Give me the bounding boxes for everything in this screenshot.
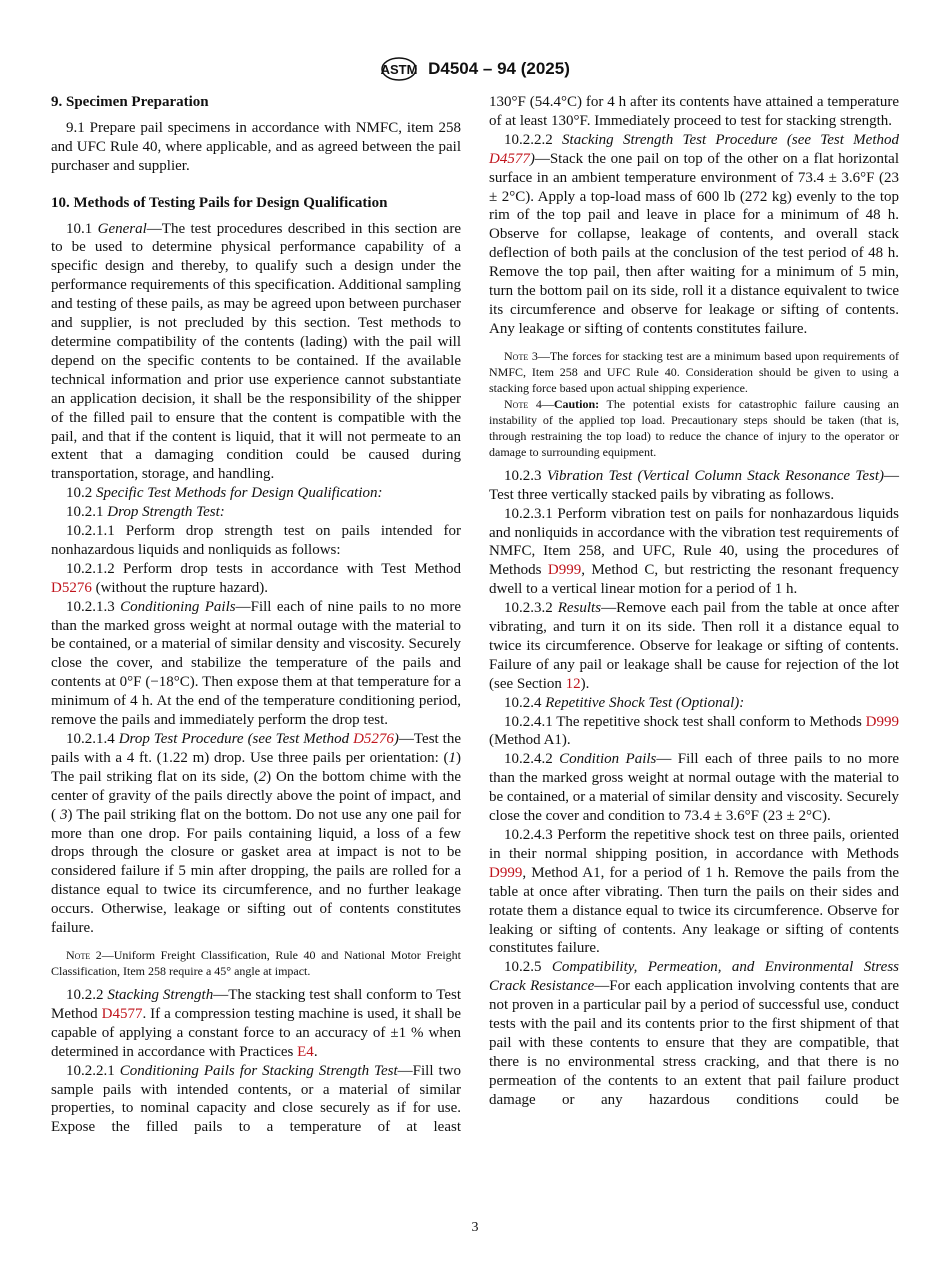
text-run: Condition Pails bbox=[559, 751, 657, 768]
paragraph bbox=[51, 560, 461, 598]
text-run: —Fill two sample pails with intended contents, or a material of similar properties, to nominal capacity and close securely as if for use. Expose the filled pails to a temperature of at least bbox=[51, 1062, 461, 1136]
text-run: —For each application involving contents that are not proven in a particular pail by a period of successful use, conduct tests with the pail and its contents prior to the first shipment of that pail with these contents to ensure that they are compatible, that there is no environmental stress cracking, and that there is no permeation of the contents to an extent that pail failure product damage or any hazardous conditions could be bbox=[489, 978, 899, 1108]
text-run: 130°F (54.4°C) for 4 h after its contents have attained a temperature of at least 130°F. Immediately proceed to test for stacking strength. bbox=[489, 94, 899, 129]
text-run: 10.2.4.2 bbox=[504, 751, 560, 768]
document-designation: D4504 – 94 (2025) bbox=[428, 59, 570, 78]
text-run: . If a compression testing machine is used, it shall be capable of applying a constant force to an accuracy of ±1 % when determined in accordance with Practices bbox=[51, 1005, 461, 1060]
text-run: 10.2.3.2 bbox=[504, 600, 558, 617]
reference-link[interactable]: D999 bbox=[547, 562, 582, 579]
reference-link[interactable]: D4577 bbox=[489, 150, 530, 167]
page-header bbox=[0, 56, 950, 82]
text-run: Results bbox=[557, 600, 602, 617]
note bbox=[489, 396, 899, 460]
text-run: 10.2.4.1 The repetitive shock test shall conform to Methods bbox=[504, 713, 866, 730]
text-run: 10.2.2.1 bbox=[66, 1062, 120, 1079]
paragraph bbox=[51, 484, 461, 503]
section-heading bbox=[51, 194, 461, 213]
text-run: ) The pail striking flat on its side, ( bbox=[51, 749, 461, 785]
text-run: . bbox=[313, 1043, 318, 1060]
right-column bbox=[489, 93, 899, 1110]
text-run: ). bbox=[580, 675, 590, 692]
text-run: —The test procedures described in this section are to be used to determine physical performance capability of a specific design and thereby, to qualify such a design under the performance requirements of this specification. Additional sampling and testing of these pails, as may be agreed upon between purchaser and supplier, is not precluded by this section. Test methods to determine compatibility of the contents (lading) with the pail will depend on the specific contents to be contained. If the available technical information and prior use experience cannot substantiate an application decision, it shall be the responsibility of the shipper of the filled pail to ensure that the content is compatible with the pail, and that if the content is liquid, that it will not permeate to an extent that a damaging condition could be caused during transportation, storage, and handling. bbox=[51, 220, 462, 483]
paragraph bbox=[51, 119, 461, 176]
text-run: 4— bbox=[528, 396, 554, 411]
text-run: ) bbox=[529, 150, 535, 167]
text-run: Drop Test Procedure (see Test Method bbox=[118, 731, 354, 747]
text-run: 10.2.1.2 Perform drop tests in accordance with Test Method bbox=[66, 560, 461, 577]
text-run: , Method C, but restricting the resonant frequency dwell to a vertical linear motion for a period of 1 h. bbox=[489, 562, 899, 598]
paragraph bbox=[489, 750, 899, 826]
text-run: —Test the pails with a 4 ft. (1.22 m) drop. Use three pails per orientation: ( bbox=[51, 731, 461, 766]
text-run: 10.2.5 bbox=[504, 959, 552, 976]
text-run: 2—Uniform Freight Classification, Rule 40 and National Motor Freight Classification, Item 258 require a 45° angle at impact. bbox=[51, 947, 461, 978]
paragraph bbox=[51, 730, 461, 938]
text-run: (Method A1). bbox=[489, 732, 571, 749]
text-run: General bbox=[97, 220, 147, 237]
paragraph bbox=[489, 826, 899, 958]
text-run: 10.2.2 bbox=[66, 986, 108, 1003]
paragraph bbox=[489, 467, 899, 505]
text-run: Note bbox=[504, 348, 529, 363]
text-run: 9.1 Prepare pail specimens in accordance with NMFC, item 258 and UFC Rule 40, where applicable, and as agreed between the pail purchaser and supplier. bbox=[51, 119, 461, 174]
text-run: (without the rupture hazard). bbox=[91, 579, 269, 596]
svg-text:ASTM: ASTM bbox=[380, 62, 418, 77]
spacer bbox=[51, 176, 461, 194]
text-run: 10. Methods of Testing Pails for Design Qualification bbox=[51, 194, 388, 211]
reference-link[interactable]: E4 bbox=[297, 1043, 314, 1060]
text-run: — Fill each of three pails to no more than the marked gross weight at normal outage with the material to be contained, or a material of similar density and viscosity. Securely close the cover and condition to 73.4 ± 3.6°F (23 ± 2°C). bbox=[489, 751, 900, 825]
paragraph bbox=[489, 713, 899, 751]
reference-link[interactable]: D999 bbox=[865, 713, 899, 730]
text-run: 9. Specimen Preparation bbox=[51, 94, 209, 110]
text-run: The potential exists for catastrophic failure causing an instability of the applied top load. Precautionary steps should be taken (that is, through restraining the top load) to reduce the chance of injury to the operator or damage to surrounding equipment. bbox=[489, 396, 899, 459]
text-run: 10.2.3 bbox=[504, 467, 547, 484]
text-run: 10.2.1.4 bbox=[66, 731, 119, 747]
paragraph bbox=[51, 522, 461, 560]
text-run: —Fill each of nine pails to no more than the marked gross weight at normal outage with the material to be contained, or a material of similar density and viscosity. Securely close the cover, and stabilize the temperature of the pails and contents at 0°F (−18°C). Then expose them at that temperature for a minimum of 4 h. At the end of the temperature conditioning period, remove the pails and immediately perform the drop test. bbox=[51, 598, 461, 729]
paragraph bbox=[51, 986, 461, 1062]
text-run: 10.1 bbox=[66, 220, 98, 237]
text-run: 10.2.1.1 Perform drop strength test on pails intended for nonhazardous liquids and nonliquids as follows: bbox=[51, 523, 461, 558]
paragraph bbox=[489, 505, 899, 600]
paragraph bbox=[51, 503, 461, 522]
text-run: 10.2.1 bbox=[66, 504, 108, 521]
text-run: , Method A1, for a period of 1 h. Remove the pails from the table at once after vibrating. Then turn the pails on their sides and rotate them a distance equal to twice its circumference. Observe for leaking or sifting of contents. Any leakage or sifting of contents constitutes failure. bbox=[489, 864, 899, 957]
text-run: 10.2.1.3 bbox=[66, 598, 121, 615]
text-run: —Remove each pail from the table at once after vibrating, and turn it on its side. Then roll it a distance equal to twice its circumference. Observe for leakage or sifting of contents. Failure of any pail or leakage shall be cause for rejection of the lot (see Section bbox=[489, 600, 899, 692]
page-number: 3 bbox=[471, 1220, 479, 1235]
paragraph bbox=[51, 220, 461, 485]
text-run: 3 bbox=[60, 806, 68, 823]
text-run: Drop Strength Test: bbox=[107, 504, 225, 521]
reference-link[interactable]: D4577 bbox=[101, 1005, 143, 1022]
text-run: Conditioning Pails for Stacking Strength Test bbox=[119, 1062, 398, 1079]
paragraph bbox=[51, 1062, 461, 1138]
left-column bbox=[51, 93, 461, 1137]
text-run: ) On the bottom chime with the center of gravity of the pails directly above the point of impact, and ( bbox=[51, 768, 461, 823]
text-run: Vibration Test (Vertical Column Stack Resonance Test) bbox=[546, 467, 884, 484]
text-run: ) bbox=[393, 731, 399, 747]
text-run: 10.2 bbox=[66, 485, 96, 502]
note bbox=[51, 947, 461, 979]
text-run: Note bbox=[66, 947, 91, 962]
text-run: —Stack the one pail on top of the other on a flat horizontal surface in an ambient temperature environment of 73.4 ± 3.6°F (23 ± 2°C). Apply a top-load mass of 600 lb (272 kg) evenly to the top rim of the top pail and leave in place for a minimum of 48 h. Observe for collapse, leakage of contents, and overall stack deflection of both pails at the conclusion of the test period of 48 h. Remove the top pail, then after waiting for a minimum of 5 min, turn the bottom pail on its side, roll it a distance equivalent to twice its circumference and observe for leakage or sifting of contents. Any leakage or sifting of contents constitutes failure. bbox=[489, 150, 899, 337]
text-run: 10.2.4 bbox=[504, 694, 546, 711]
paragraph bbox=[51, 598, 461, 730]
text-run: 10.2.4.3 Perform the repetitive shock test on three pails, oriented in their normal shipping position, in accordance with Methods bbox=[489, 827, 899, 862]
text-run: ) The pail striking flat on the bottom. Do not use any one pail for more than one drop. For pails containing liquid, a loss of a few drops through the closure or gasket area at impact is not to be considered failure if 5 min after dropping, the pails are rolled for a distance equal to twice its circumference, and no further leakage occurs. Otherwise, leakage or sifting out of contents constitutes failure. bbox=[51, 806, 461, 937]
text-run: Stacking Strength bbox=[107, 986, 214, 1003]
text-run: —The stacking test shall conform to Test Method bbox=[51, 986, 461, 1022]
section-heading bbox=[51, 93, 461, 112]
text-run: 3—The forces for stacking test are a minimum based upon requirements of NMFC, Item 258 and UFC Rule 40. Consideration should be given to using a stacking force based upon actual shipping experience. bbox=[489, 348, 899, 395]
text-run: Caution: bbox=[553, 396, 600, 411]
paragraph bbox=[489, 694, 899, 713]
text-run: Note bbox=[504, 396, 529, 411]
paragraph bbox=[489, 131, 899, 339]
text-run: Stacking Strength Test Procedure (see Test Method bbox=[562, 131, 899, 148]
text-run: Compatibility, Permeation, and Environmental Stress Crack Resistance bbox=[489, 959, 900, 995]
note bbox=[489, 348, 899, 396]
text-run: Conditioning Pails bbox=[120, 598, 236, 615]
text-run: Repetitive Shock Test (Optional): bbox=[545, 694, 745, 711]
text-run: —Test three vertically stacked pails by vibrating as follows. bbox=[489, 467, 899, 503]
text-run: 1 bbox=[448, 749, 456, 766]
reference-link[interactable]: D999 bbox=[489, 864, 523, 881]
text-run: 10.2.3.1 Perform vibration test on pails for nonhazardous liquids and nonliquids in accordance with the vibration test requirements of NMFC, Item 258, and UFC, Rule 40, using the procedures of Methods bbox=[489, 505, 899, 579]
text-run: Specific Test Methods for Design Qualification: bbox=[96, 485, 383, 502]
reference-link[interactable]: D5276 bbox=[51, 579, 92, 596]
reference-link[interactable]: D5276 bbox=[353, 731, 394, 747]
paragraph bbox=[489, 958, 899, 1109]
text-run: 2 bbox=[258, 768, 267, 785]
astm-logo-icon bbox=[380, 56, 418, 82]
paragraph bbox=[489, 599, 899, 694]
text-run: 10.2.2.2 bbox=[504, 131, 563, 148]
paragraph bbox=[489, 93, 899, 131]
reference-link[interactable]: 12 bbox=[565, 675, 581, 692]
